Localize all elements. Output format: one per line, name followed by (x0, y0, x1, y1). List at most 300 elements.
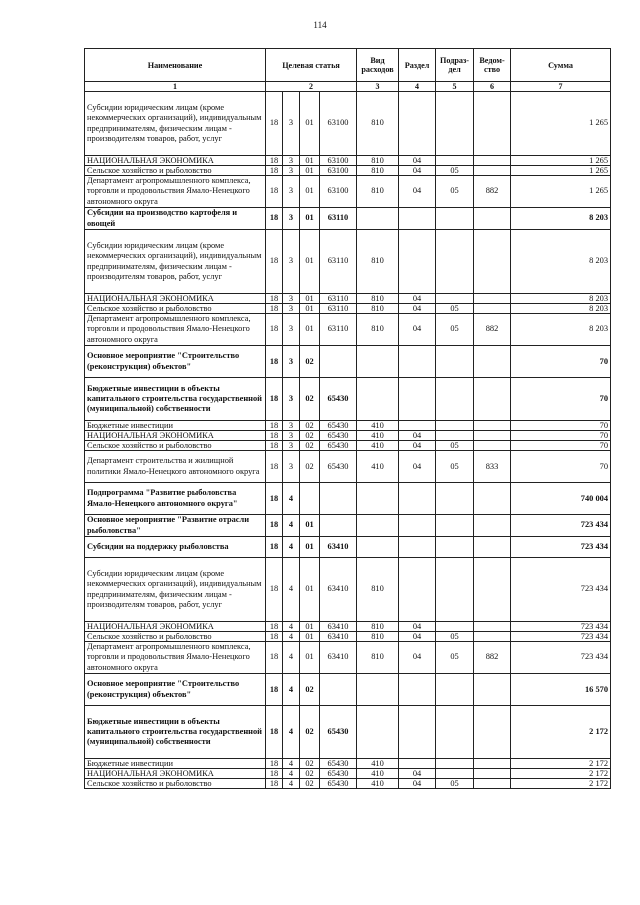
target-part-1: 18 (266, 304, 283, 314)
target-part-1: 18 (266, 451, 283, 483)
subsection-code: 05 (436, 779, 474, 789)
section-code (399, 515, 436, 537)
section-code (399, 537, 436, 558)
target-part-2: 3 (283, 451, 300, 483)
target-code: 65430 (320, 769, 357, 779)
row-name: Основное мероприятие "Строительство (реконструкция) объектов" (85, 674, 266, 706)
department-code (474, 156, 511, 166)
target-part-2: 3 (283, 156, 300, 166)
target-part-1: 18 (266, 558, 283, 622)
department-code (474, 674, 511, 706)
subsection-code (436, 515, 474, 537)
subsection-code (436, 558, 474, 622)
section-code (399, 208, 436, 230)
row-name: Бюджетные инвестиции в объекты капитального строительства государственной (муниципальной) собственности (85, 378, 266, 421)
department-code (474, 483, 511, 515)
department-code (474, 558, 511, 622)
target-part-1: 18 (266, 441, 283, 451)
row-name: НАЦИОНАЛЬНАЯ ЭКОНОМИКА (85, 294, 266, 304)
section-code: 04 (399, 451, 436, 483)
expense-type: 410 (357, 431, 399, 441)
target-code: 65430 (320, 706, 357, 759)
target-part-1: 18 (266, 674, 283, 706)
section-code (399, 92, 436, 156)
column-number: 7 (511, 82, 611, 92)
header-subsection: Подраз- дел (436, 49, 474, 82)
row-sum: 8 203 (511, 314, 611, 346)
target-part-2: 4 (283, 759, 300, 769)
target-part-1: 18 (266, 515, 283, 537)
target-part-3: 01 (300, 622, 320, 632)
row-sum: 723 434 (511, 632, 611, 642)
expense-type: 810 (357, 156, 399, 166)
header-dept: Ведом- ство (474, 49, 511, 82)
row-sum: 2 172 (511, 759, 611, 769)
column-number-row (85, 82, 611, 92)
row-sum: 723 434 (511, 622, 611, 632)
table-row (85, 421, 611, 431)
table-row (85, 642, 611, 674)
target-part-3: 01 (300, 537, 320, 558)
row-name: Департамент строительства и жилищной политики Ямало-Ненецкого автономного округа (85, 451, 266, 483)
section-code (399, 378, 436, 421)
target-part-3: 02 (300, 769, 320, 779)
department-code (474, 779, 511, 789)
section-code (399, 483, 436, 515)
row-name: Департамент агропромышленного комплекса, торговли и продовольствия Ямало-Ненецкого автономного округа (85, 642, 266, 674)
department-code (474, 166, 511, 176)
expense-type (357, 706, 399, 759)
target-code: 63110 (320, 314, 357, 346)
row-name: Основное мероприятие "Развитие отрасли рыболовства" (85, 515, 266, 537)
target-code: 65430 (320, 779, 357, 789)
row-sum: 8 203 (511, 294, 611, 304)
row-name: Субсидии юридическим лицам (кроме некоммерческих организаций), индивидуальным предпринимателям, физическим лицам - производителям товаров, работ, услуг (85, 92, 266, 156)
table-row (85, 622, 611, 632)
section-code (399, 346, 436, 378)
target-part-1: 18 (266, 92, 283, 156)
target-code: 65430 (320, 451, 357, 483)
department-code (474, 515, 511, 537)
target-part-2: 4 (283, 674, 300, 706)
target-code: 63410 (320, 558, 357, 622)
target-part-2: 3 (283, 294, 300, 304)
target-part-2: 3 (283, 230, 300, 294)
department-code: 882 (474, 642, 511, 674)
expense-type: 810 (357, 558, 399, 622)
section-code: 04 (399, 779, 436, 789)
department-code (474, 632, 511, 642)
target-part-2: 3 (283, 304, 300, 314)
row-name: Сельское хозяйство и рыболовство (85, 632, 266, 642)
target-part-3: 02 (300, 706, 320, 759)
section-code (399, 674, 436, 706)
target-part-3: 02 (300, 451, 320, 483)
department-code (474, 346, 511, 378)
subsection-code (436, 674, 474, 706)
target-part-1: 18 (266, 346, 283, 378)
row-name: Субсидии на поддержку рыболовства (85, 537, 266, 558)
expense-type: 410 (357, 451, 399, 483)
row-name: Субсидии на производство картофеля и овощей (85, 208, 266, 230)
department-code: 833 (474, 451, 511, 483)
subsection-code (436, 208, 474, 230)
expense-type (357, 378, 399, 421)
table-row (85, 431, 611, 441)
row-sum: 70 (511, 441, 611, 451)
table-row (85, 537, 611, 558)
row-name: Подпрограмма "Развитие рыболовства Ямало-Ненецкого автономного округа" (85, 483, 266, 515)
target-code (320, 346, 357, 378)
row-name: НАЦИОНАЛЬНАЯ ЭКОНОМИКА (85, 622, 266, 632)
row-sum: 1 265 (511, 92, 611, 156)
table-body (85, 92, 611, 789)
target-code: 65430 (320, 759, 357, 769)
section-code: 04 (399, 769, 436, 779)
subsection-code (436, 759, 474, 769)
department-code (474, 537, 511, 558)
target-part-2: 3 (283, 176, 300, 208)
row-name: Основное мероприятие "Строительство (реконструкция) объектов" (85, 346, 266, 378)
expense-type: 810 (357, 314, 399, 346)
subsection-code: 05 (436, 451, 474, 483)
table-row (85, 632, 611, 642)
row-sum: 70 (511, 451, 611, 483)
subsection-code: 05 (436, 166, 474, 176)
target-part-3: 02 (300, 421, 320, 431)
table-row (85, 769, 611, 779)
row-sum: 16 570 (511, 674, 611, 706)
department-code: 882 (474, 314, 511, 346)
subsection-code: 05 (436, 632, 474, 642)
column-number: 1 (85, 82, 266, 92)
row-name: Субсидии юридическим лицам (кроме некоммерческих организаций), индивидуальным предпринимателям, физическим лицам - производителям товаров, работ, услуг (85, 230, 266, 294)
target-code: 65430 (320, 378, 357, 421)
row-name: Сельское хозяйство и рыболовство (85, 166, 266, 176)
subsection-code (436, 378, 474, 421)
row-name: Сельское хозяйство и рыболовство (85, 779, 266, 789)
subsection-code (436, 483, 474, 515)
section-code: 04 (399, 166, 436, 176)
subsection-code (436, 156, 474, 166)
column-number: 6 (474, 82, 511, 92)
section-code (399, 706, 436, 759)
department-code (474, 759, 511, 769)
row-name: НАЦИОНАЛЬНАЯ ЭКОНОМИКА (85, 431, 266, 441)
expense-type (357, 515, 399, 537)
expense-type: 810 (357, 642, 399, 674)
subsection-code: 05 (436, 176, 474, 208)
row-name: Департамент агропромышленного комплекса, торговли и продовольствия Ямало-Ненецкого автономного округа (85, 314, 266, 346)
target-part-1: 18 (266, 431, 283, 441)
target-part-1: 18 (266, 230, 283, 294)
table-row (85, 706, 611, 759)
section-code (399, 421, 436, 431)
table-row (85, 779, 611, 789)
target-part-2: 3 (283, 314, 300, 346)
row-sum: 2 172 (511, 779, 611, 789)
expense-type: 410 (357, 421, 399, 431)
row-sum: 70 (511, 421, 611, 431)
row-name: Субсидии юридическим лицам (кроме некоммерческих организаций), индивидуальным предпринимателям, физическим лицам - производителям товаров, работ, услуг (85, 558, 266, 622)
target-part-2: 4 (283, 483, 300, 515)
expense-type: 810 (357, 230, 399, 294)
target-part-2: 4 (283, 622, 300, 632)
target-code: 63110 (320, 208, 357, 230)
department-code (474, 230, 511, 294)
target-part-3: 01 (300, 558, 320, 622)
row-name: НАЦИОНАЛЬНАЯ ЭКОНОМИКА (85, 769, 266, 779)
department-code (474, 294, 511, 304)
target-part-3: 02 (300, 378, 320, 421)
subsection-code (436, 230, 474, 294)
target-part-3: 01 (300, 230, 320, 294)
target-part-1: 18 (266, 176, 283, 208)
target-part-3: 01 (300, 156, 320, 166)
page-number: 114 (313, 20, 327, 30)
target-part-3: 02 (300, 674, 320, 706)
target-part-2: 3 (283, 208, 300, 230)
section-code: 04 (399, 642, 436, 674)
header-expense: Вид расходов (357, 49, 399, 82)
row-name: Бюджетные инвестиции (85, 759, 266, 769)
target-part-3: 02 (300, 759, 320, 769)
expense-type (357, 537, 399, 558)
target-part-3: 02 (300, 779, 320, 789)
target-part-2: 3 (283, 92, 300, 156)
row-sum: 70 (511, 346, 611, 378)
expense-type: 810 (357, 294, 399, 304)
row-name: Сельское хозяйство и рыболовство (85, 304, 266, 314)
table-row (85, 304, 611, 314)
header-row (85, 49, 611, 82)
row-name: НАЦИОНАЛЬНАЯ ЭКОНОМИКА (85, 156, 266, 166)
target-code: 63410 (320, 622, 357, 632)
department-code (474, 622, 511, 632)
expense-type: 810 (357, 304, 399, 314)
target-part-1: 18 (266, 421, 283, 431)
row-name: Сельское хозяйство и рыболовство (85, 441, 266, 451)
subsection-code (436, 431, 474, 441)
target-code: 63110 (320, 294, 357, 304)
row-sum: 1 265 (511, 166, 611, 176)
target-code: 63410 (320, 642, 357, 674)
target-part-2: 4 (283, 515, 300, 537)
header-target: Целевая статья (266, 49, 357, 82)
table-row (85, 346, 611, 378)
target-part-2: 4 (283, 558, 300, 622)
department-code: 882 (474, 176, 511, 208)
target-part-2: 4 (283, 632, 300, 642)
target-part-2: 3 (283, 431, 300, 441)
section-code: 04 (399, 431, 436, 441)
expense-type: 410 (357, 779, 399, 789)
target-part-3 (300, 483, 320, 515)
target-part-2: 3 (283, 166, 300, 176)
expense-type: 410 (357, 441, 399, 451)
table-row (85, 166, 611, 176)
column-number: 2 (266, 82, 357, 92)
target-part-1: 18 (266, 632, 283, 642)
table-row (85, 674, 611, 706)
table-row (85, 515, 611, 537)
expense-type: 810 (357, 622, 399, 632)
target-part-3: 01 (300, 176, 320, 208)
target-part-3: 02 (300, 441, 320, 451)
target-part-3: 01 (300, 208, 320, 230)
target-part-3: 01 (300, 314, 320, 346)
target-code: 63100 (320, 156, 357, 166)
target-part-3: 02 (300, 346, 320, 378)
table-row (85, 441, 611, 451)
target-part-3: 01 (300, 642, 320, 674)
target-part-1: 18 (266, 378, 283, 421)
department-code (474, 706, 511, 759)
subsection-code (436, 346, 474, 378)
table-row (85, 378, 611, 421)
target-part-1: 18 (266, 314, 283, 346)
row-sum: 8 203 (511, 208, 611, 230)
target-part-1: 18 (266, 769, 283, 779)
expense-type: 810 (357, 176, 399, 208)
subsection-code: 05 (436, 304, 474, 314)
target-part-3: 02 (300, 431, 320, 441)
target-code: 63410 (320, 537, 357, 558)
row-name: Бюджетные инвестиции в объекты капитального строительства государственной (муниципальной) собственности (85, 706, 266, 759)
department-code (474, 92, 511, 156)
target-part-3: 01 (300, 304, 320, 314)
header-sum: Сумма (511, 49, 611, 82)
subsection-code: 05 (436, 314, 474, 346)
target-part-1: 18 (266, 706, 283, 759)
row-sum: 8 203 (511, 304, 611, 314)
target-code: 65430 (320, 421, 357, 431)
expense-type (357, 346, 399, 378)
subsection-code (436, 421, 474, 431)
target-part-1: 18 (266, 642, 283, 674)
expense-type: 410 (357, 759, 399, 769)
target-part-3: 01 (300, 632, 320, 642)
target-part-2: 4 (283, 769, 300, 779)
column-number: 4 (399, 82, 436, 92)
target-part-2: 3 (283, 346, 300, 378)
target-part-1: 18 (266, 779, 283, 789)
subsection-code (436, 537, 474, 558)
section-code (399, 759, 436, 769)
table-row (85, 483, 611, 515)
target-part-2: 4 (283, 706, 300, 759)
department-code (474, 208, 511, 230)
target-part-2: 3 (283, 421, 300, 431)
row-sum: 70 (511, 431, 611, 441)
table-row (85, 451, 611, 483)
row-sum: 723 434 (511, 642, 611, 674)
section-code: 04 (399, 441, 436, 451)
target-part-1: 18 (266, 208, 283, 230)
expense-type (357, 208, 399, 230)
target-code: 63110 (320, 230, 357, 294)
section-code: 04 (399, 314, 436, 346)
row-sum: 723 434 (511, 537, 611, 558)
subsection-code (436, 92, 474, 156)
target-code: 63100 (320, 92, 357, 156)
subsection-code (436, 706, 474, 759)
target-code: 63410 (320, 632, 357, 642)
department-code (474, 378, 511, 421)
section-code (399, 558, 436, 622)
target-part-3: 01 (300, 515, 320, 537)
header-name: Наименование (85, 49, 266, 82)
department-code (474, 421, 511, 431)
subsection-code (436, 769, 474, 779)
budget-table (84, 48, 611, 789)
target-part-3: 01 (300, 166, 320, 176)
row-sum: 1 265 (511, 156, 611, 166)
target-part-2: 3 (283, 378, 300, 421)
target-code: 65430 (320, 441, 357, 451)
subsection-code (436, 622, 474, 632)
row-sum: 70 (511, 378, 611, 421)
target-part-1: 18 (266, 166, 283, 176)
row-sum: 8 203 (511, 230, 611, 294)
expense-type: 410 (357, 769, 399, 779)
target-code: 63100 (320, 166, 357, 176)
section-code (399, 230, 436, 294)
expense-type: 810 (357, 92, 399, 156)
target-part-1: 18 (266, 622, 283, 632)
row-name: Бюджетные инвестиции (85, 421, 266, 431)
header-section: Раздел (399, 49, 436, 82)
table-row (85, 208, 611, 230)
table-row (85, 176, 611, 208)
table-row (85, 230, 611, 294)
row-sum: 723 434 (511, 515, 611, 537)
row-sum: 2 172 (511, 706, 611, 759)
target-part-1: 18 (266, 156, 283, 166)
target-part-1: 18 (266, 759, 283, 769)
target-code (320, 483, 357, 515)
target-code: 65430 (320, 431, 357, 441)
target-code: 63110 (320, 304, 357, 314)
target-part-2: 3 (283, 441, 300, 451)
target-code: 63100 (320, 176, 357, 208)
column-number: 3 (357, 82, 399, 92)
row-sum: 1 265 (511, 176, 611, 208)
table-row (85, 558, 611, 622)
target-part-1: 18 (266, 294, 283, 304)
target-part-1: 18 (266, 483, 283, 515)
row-sum: 723 434 (511, 558, 611, 622)
column-number: 5 (436, 82, 474, 92)
subsection-code: 05 (436, 642, 474, 674)
section-code: 04 (399, 156, 436, 166)
expense-type: 810 (357, 166, 399, 176)
table-row (85, 314, 611, 346)
section-code: 04 (399, 622, 436, 632)
row-name: Департамент агропромышленного комплекса, торговли и продовольствия Ямало-Ненецкого автономного округа (85, 176, 266, 208)
section-code: 04 (399, 176, 436, 208)
target-part-1: 18 (266, 537, 283, 558)
target-part-3: 01 (300, 294, 320, 304)
row-sum: 2 172 (511, 769, 611, 779)
table-row (85, 92, 611, 156)
target-code (320, 515, 357, 537)
section-code: 04 (399, 632, 436, 642)
table-row (85, 759, 611, 769)
table-row (85, 156, 611, 166)
department-code (474, 441, 511, 451)
row-sum: 740 004 (511, 483, 611, 515)
